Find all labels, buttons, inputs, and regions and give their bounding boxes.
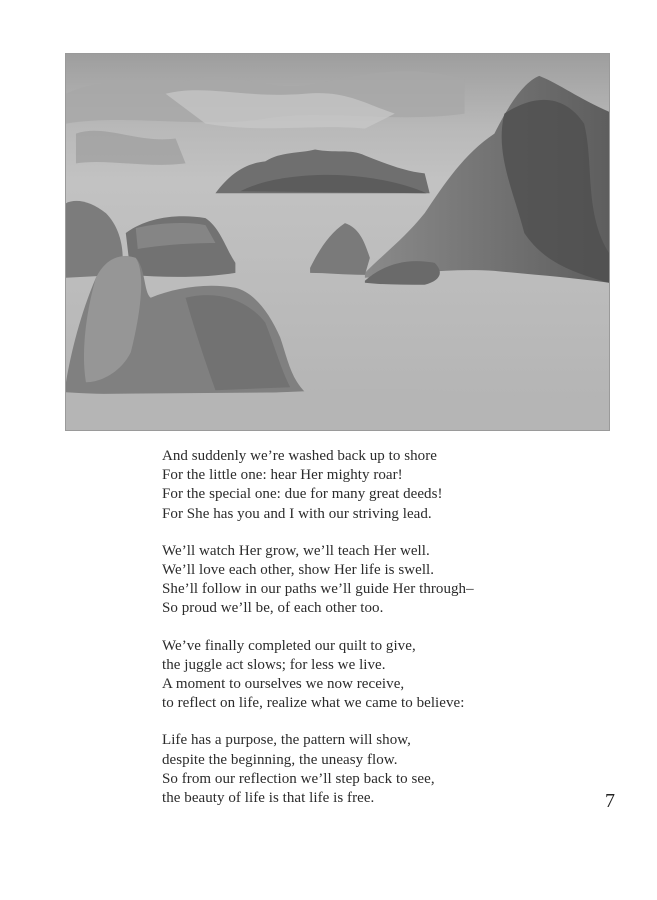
- seascape-painting: [65, 53, 610, 431]
- stanza-2: [162, 542, 602, 619]
- poem-line: And suddenly we’re washed back up to shore: [162, 448, 437, 464]
- poem-line: A moment to ourselves we now receive,: [162, 676, 405, 693]
- poem-line: Life has a purpose, the pattern will show,: [162, 732, 411, 749]
- poem-line: the juggle act slows; for less we live.: [162, 656, 386, 673]
- poem-line: For the special one: due for many great deeds!: [162, 486, 443, 503]
- stanza-1: [162, 447, 602, 524]
- poem-line: the beauty of life is that life is free.: [162, 790, 375, 807]
- poem-line: We’ll love each other, show Her life is swell.: [162, 562, 435, 579]
- poem-line: She’ll follow in our paths we’ll guide Her through–: [162, 581, 474, 598]
- stanza-3: [162, 637, 602, 714]
- seascape-painting-icon: [66, 54, 609, 430]
- poem-line: We’ve finally completed our quilt to give,: [162, 637, 416, 654]
- poem-line: For the little one: hear Her mighty roar!: [162, 467, 403, 484]
- stanza-4: [162, 731, 602, 808]
- poem-line: So from our reflection we’ll step back to see,: [162, 770, 435, 787]
- poem-line: So proud we’ll be, of each other too.: [162, 600, 384, 617]
- poem-line: We’ll watch Her grow, we’ll teach Her well.: [162, 542, 430, 559]
- poem-line: despite the beginning, the uneasy flow.: [162, 751, 398, 768]
- poem-line: For She has you and I with our striving lead.: [162, 505, 432, 522]
- poem-line: to reflect on life, realize what we came to believe:: [162, 695, 465, 712]
- poem: [162, 447, 602, 826]
- page-number: 7: [605, 790, 615, 812]
